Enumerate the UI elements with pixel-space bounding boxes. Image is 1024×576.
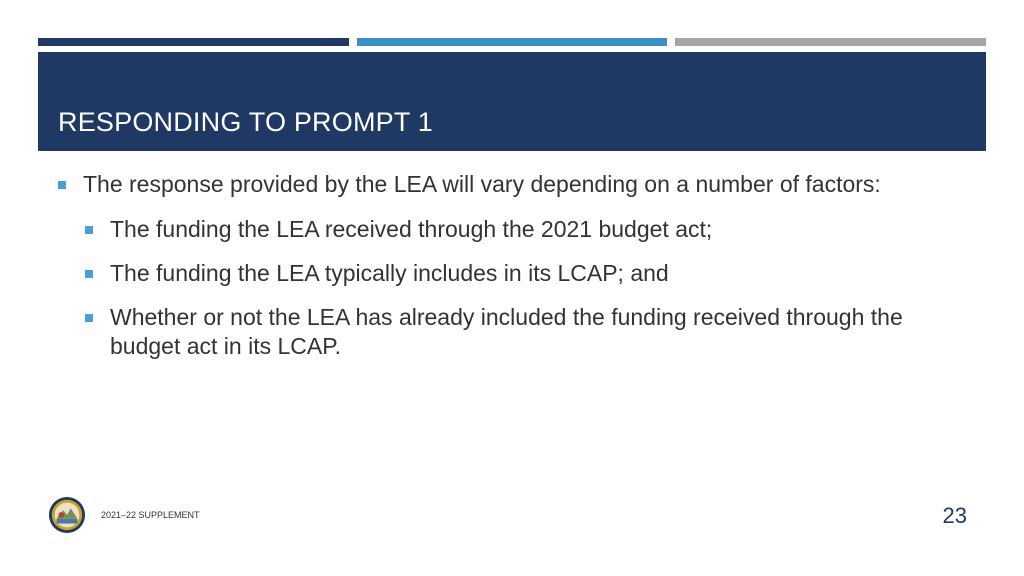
accent-bar-blue bbox=[357, 38, 667, 46]
square-bullet-icon bbox=[85, 226, 93, 234]
square-bullet-icon bbox=[85, 270, 93, 278]
seal-water bbox=[57, 519, 78, 524]
seal-figure bbox=[58, 512, 64, 518]
sub-bullet-text: The funding the LEA typically includes in its LCAP; and bbox=[110, 260, 669, 286]
state-seal-icon bbox=[48, 496, 86, 534]
bullet-main bbox=[56, 170, 966, 199]
accent-bar-gray bbox=[675, 38, 986, 46]
footer-label: 2021–22 SUPPLEMENT bbox=[101, 510, 200, 520]
sub-bullet-text: Whether or not the LEA has already included the funding received through the budget act in its LCAP. bbox=[110, 304, 903, 359]
sub-bullet bbox=[83, 303, 966, 361]
sub-bullet-text: The funding the LEA received through the 2021 budget act; bbox=[110, 216, 713, 242]
title-band bbox=[38, 52, 986, 151]
slide-content bbox=[56, 170, 966, 361]
square-bullet-icon bbox=[58, 181, 66, 189]
slide-title: RESPONDING TO PROMPT 1 bbox=[58, 107, 433, 137]
bullet-main-text: The response provided by the LEA will vary depending on a number of factors: bbox=[83, 171, 881, 197]
accent-bar-dark bbox=[38, 38, 349, 46]
sub-bullet bbox=[83, 215, 966, 244]
page-number: 23 bbox=[942, 503, 967, 528]
sub-bullet bbox=[83, 259, 966, 288]
square-bullet-icon bbox=[85, 314, 93, 322]
